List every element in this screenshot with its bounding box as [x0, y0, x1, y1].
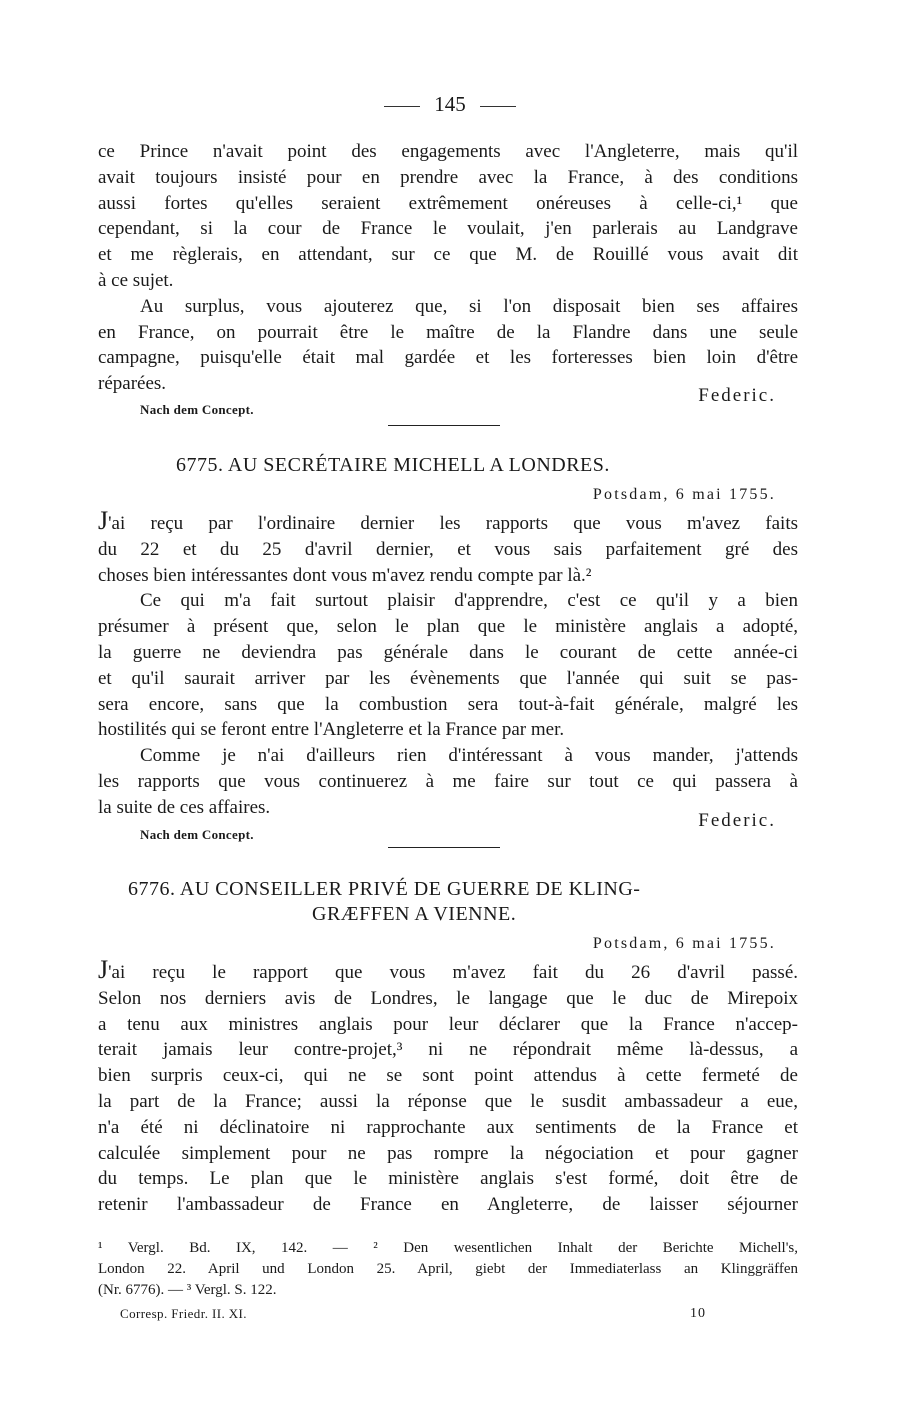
- text-line: calculée simplement pour ne pas rompre la négociation et pour gagner: [98, 1142, 798, 1164]
- source-note: Nach dem Concept.: [140, 827, 254, 842]
- header-dash-left: [384, 106, 420, 107]
- text-line: ce Prince n'avait point des engagements avec l'Angleterre, mais qu'il: [98, 141, 798, 162]
- text-line: la suite de ces affaires.: [98, 796, 271, 818]
- drop-cap: J: [98, 511, 109, 535]
- signature: Federic.: [698, 810, 776, 831]
- text-line: n'a été ni déclinatoire ni rapprochante aux sentiments de la France et: [98, 1116, 798, 1138]
- text-line: présumer à présent que, selon le plan que le ministère anglais a adopté,: [98, 616, 798, 638]
- text-line: hostilités qui se feront entre l'Angleterre et la France par mer.: [98, 719, 565, 741]
- page-header: [0, 92, 900, 117]
- text-line: choses bien intéressantes dont vous m'avez rendu compte par là.²: [98, 564, 592, 586]
- text-line: les rapports que vous continuerez à me faire sur tout ce qui passera à: [98, 770, 798, 792]
- text-line: cependant, si la cour de France le voulait, j'en parlerais au Landgrave: [98, 218, 798, 240]
- header-dash-right: [480, 106, 516, 107]
- footer-signature-mark: Corresp. Friedr. II. XI.: [120, 1306, 247, 1321]
- text-line: la guerre ne deviendra pas générale dans le courant de cette année-ci: [98, 641, 798, 663]
- text-line: aussi fortes qu'elles seraient extrêmement onéreuses à celle-ci,¹ que: [98, 192, 798, 214]
- text-line: réparées.: [98, 373, 167, 395]
- text-line: bien surpris ceux-ci, qui ne se sont point attendus à cette fermeté de: [98, 1065, 798, 1087]
- text-line: Comme je n'ai d'ailleurs rien d'intéressant à vous mander, j'attends: [140, 745, 798, 767]
- footnote-line: (Nr. 6776). — ³ Vergl. S. 122.: [98, 1282, 277, 1298]
- text-line: et qu'il saurait arriver par les évènements que l'année qui suit se pas-: [98, 667, 798, 689]
- text-line: avait toujours insisté pour en prendre avec la France, à des conditions: [98, 166, 798, 188]
- letter-6775-body: [98, 511, 798, 821]
- text-line: la part de la France; aussi la réponse que le susdit ambassadeur a eue,: [98, 1090, 798, 1112]
- footnote-line: ¹ Vergl. Bd. IX, 142. — ² Den wesentlichen Inhalt der Berichte Michell's,: [98, 1240, 798, 1256]
- source-note: Nach dem Concept.: [140, 402, 254, 417]
- letter-heading-continued: GRÆFFEN A VIENNE.: [312, 903, 517, 925]
- text-line: [98, 960, 798, 986]
- letter-heading: 6776. AU CONSEILLER PRIVÉ DE GUERRE DE KLING-: [128, 878, 641, 900]
- text-line-rest: 'ai reçu le rapport que vous m'avez fait du 26 d'avril passé.: [108, 962, 798, 983]
- text-line: et me règlerais, en attendant, sur ce que M. de Rouillé vous avait dit: [98, 244, 798, 266]
- section-divider: [388, 847, 500, 848]
- intro-paragraphs: [98, 139, 798, 397]
- text-line: retenir l'ambassadeur de France en Angleterre, de laisser séjourner: [98, 1194, 798, 1216]
- text-line: du 22 et du 25 d'avril dernier, et vous sais parfaitement gré des: [98, 538, 798, 560]
- text-line: à ce sujet.: [98, 269, 174, 291]
- drop-cap: J: [98, 960, 109, 984]
- section-divider: [388, 425, 500, 426]
- text-line: terait jamais leur contre-projet,³ ni ne répondrait même là-dessus, a: [98, 1039, 798, 1061]
- text-line: Ce qui m'a fait surtout plaisir d'apprendre, c'est ce qu'il y a bien: [140, 590, 798, 612]
- text-line-rest: 'ai reçu par l'ordinaire dernier les rapports que vous m'avez faits: [108, 513, 798, 534]
- dateline: Potsdam, 6 mai 1755.: [592, 935, 776, 952]
- signature: Federic.: [698, 385, 776, 406]
- page-number: 145: [434, 92, 466, 116]
- footer-gathering-number: 10: [690, 1306, 706, 1321]
- text-line: Au surplus, vous ajouterez que, si l'on disposait bien ses affaires: [140, 295, 798, 317]
- dateline: Potsdam, 6 mai 1755.: [592, 486, 776, 503]
- letter-heading: 6775. AU SECRÉTAIRE MICHELL A LONDRES.: [176, 454, 610, 476]
- letter-6776-body: [98, 960, 798, 1218]
- text-line: sera encore, sans que la combustion sera tout-à-fait générale, malgré les: [98, 693, 798, 715]
- text-line: du temps. Le plan que le ministère anglais s'est formé, doit être de: [98, 1168, 798, 1190]
- text-line: a tenu aux ministres anglais pour leur déclarer que la France n'accep-: [98, 1013, 798, 1035]
- text-line: en France, on pourrait être le maître de la Flandre dans une seule: [98, 321, 798, 343]
- footnote-line: London 22. April und London 25. April, giebt der Immediaterlass an Klinggräffen: [98, 1261, 798, 1277]
- footnotes: [98, 1238, 798, 1301]
- text-line: [98, 511, 798, 537]
- text-line: campagne, puisqu'elle était mal gardée et les forteresses bien loin d'être: [98, 347, 798, 369]
- text-line: Selon nos derniers avis de Londres, le langage que le duc de Mirepoix: [98, 987, 798, 1009]
